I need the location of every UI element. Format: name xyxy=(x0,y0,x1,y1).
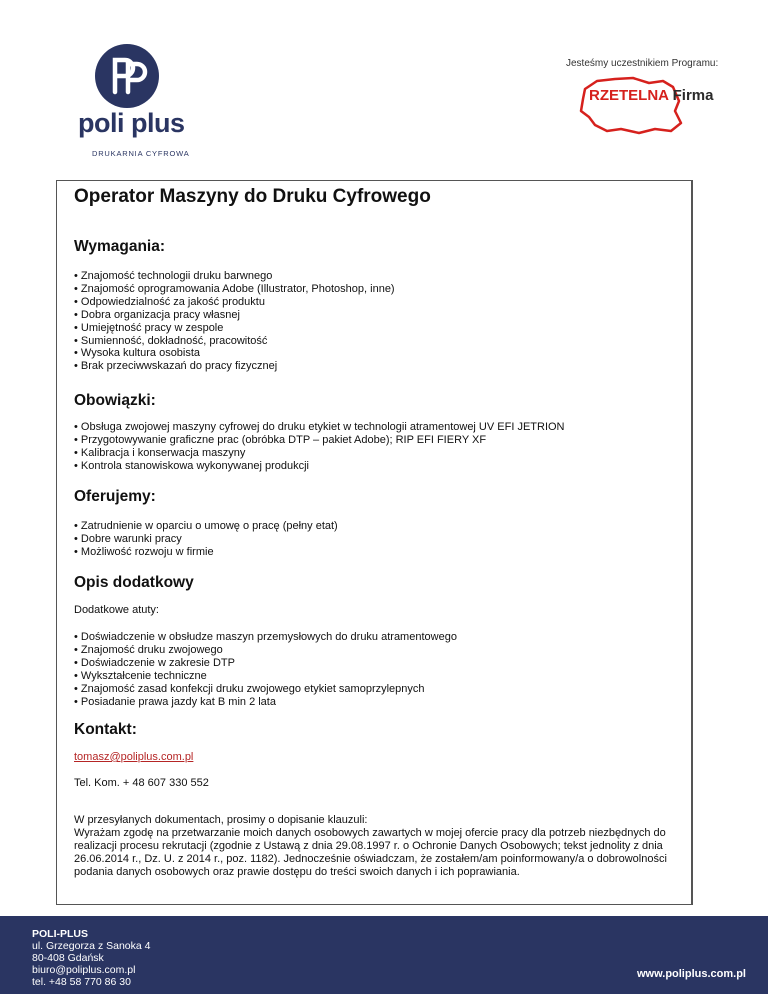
list-item: • Możliwość rozwoju w firmie xyxy=(74,546,338,559)
footer-email[interactable]: biuro@poliplus.com.pl xyxy=(32,964,136,976)
contact-phone: Tel. Kom. + 48 607 330 552 xyxy=(74,777,209,789)
offer-heading: Oferujemy: xyxy=(74,488,156,505)
badge-word-firma: Firma xyxy=(672,87,714,104)
list-item: • Umiejętność pracy w zespole xyxy=(74,322,395,335)
list-item: • Doświadczenie w obsłudze maszyn przemysłowych do druku atramentowego xyxy=(74,631,457,644)
contact-email-link[interactable]: tomasz@poliplus.com.pl xyxy=(74,751,194,763)
requirements-heading: Wymagania: xyxy=(74,238,166,255)
list-item: • Znajomość technologii druku barwnego xyxy=(74,270,395,283)
requirements-list xyxy=(74,270,395,373)
contact-heading: Kontakt: xyxy=(74,721,137,738)
list-item: • Posiadanie prawa jazdy kat B min 2 lata xyxy=(74,696,457,709)
consent-intro: W przesyłanych dokumentach, prosimy o dopisanie klauzuli: xyxy=(74,814,368,826)
footer-city: 80-408 Gdańsk xyxy=(32,952,104,964)
list-item: • Dobre warunki pracy xyxy=(74,533,338,546)
list-item: • Kontrola stanowiskowa wykonywanej produkcji xyxy=(74,460,565,473)
list-item: • Przygotowywanie graficzne prac (obróbka DTP – pakiet Adobe); RIP EFI FIERY XF xyxy=(74,434,565,447)
job-title: Operator Maszyny do Druku Cyfrowego xyxy=(74,186,431,207)
list-item: • Doświadczenie w zakresie DTP xyxy=(74,657,457,670)
extra-intro: Dodatkowe atuty: xyxy=(74,604,159,616)
program-intro: Jesteśmy uczestnikiem Programu: xyxy=(566,58,719,69)
extra-heading: Opis dodatkowy xyxy=(74,574,194,591)
duties-list xyxy=(74,421,565,473)
footer xyxy=(0,916,768,994)
list-item: • Znajomość druku zwojowego xyxy=(74,644,457,657)
job-offer-box xyxy=(56,180,693,905)
poland-map-icon xyxy=(575,75,715,135)
list-item: • Wysoka kultura osobista xyxy=(74,347,395,360)
list-item: • Dobra organizacja pracy własnej xyxy=(74,309,395,322)
logo-tagline: DRUKARNIA CYFROWA xyxy=(92,149,190,158)
footer-company: POLI-PLUS xyxy=(32,928,89,940)
extra-list xyxy=(74,631,457,708)
footer-address xyxy=(32,928,150,988)
list-item: • Sumienność, dokładność, pracowitość xyxy=(74,335,395,348)
poli-plus-logo xyxy=(78,44,190,158)
duties-heading: Obowiązki: xyxy=(74,392,156,409)
badge-label xyxy=(589,87,713,104)
list-item: • Zatrudnienie w oparciu o umowę o pracę (pełny etat) xyxy=(74,520,338,533)
footer-website-link[interactable]: www.poliplus.com.pl xyxy=(637,968,746,980)
logo-pp-icon xyxy=(95,44,159,108)
footer-street: ul. Grzegorza z Sanoka 4 xyxy=(32,940,151,952)
footer-phone: tel. +48 58 770 86 30 xyxy=(32,976,131,988)
list-item: • Brak przeciwwskazań do pracy fizycznej xyxy=(74,360,395,373)
list-item: • Znajomość zasad konfekcji druku zwojowego etykiet samoprzylepnych xyxy=(74,683,457,696)
list-item: • Odpowiedzialność za jakość produktu xyxy=(74,296,395,309)
logo-name: poli plus xyxy=(78,108,185,138)
consent-clause: Wyrażam zgodę na przetwarzanie moich danych osobowych zawartych w mojej ofercie pracy dla potrzeb niezbędnych do realizacji procesu rekrutacji (zgodnie z Ustawą z dnia 29.08.1997 r. o Ochronie Danych Osobowych; tekst jednolity z dnia 26.06.2014 r., Dz. U. z 2014 r., poz. 1182). Jednocześnie oświadczam, że zostałem/am poinformowany/a o dobrowolności podania danych osobowych oraz prawie dostępu do treści swoich danych i ich poprawiania. xyxy=(74,827,667,878)
badge-word-rzetelna: RZETELNA xyxy=(589,87,669,104)
list-item: • Wykształcenie techniczne xyxy=(74,670,457,683)
rzetelna-firma-badge xyxy=(575,75,715,135)
offer-list xyxy=(74,520,338,559)
list-item: • Obsługa zwojowej maszyny cyfrowej do druku etykiet w technologii atramentowej UV EFI JETRION xyxy=(74,421,565,434)
list-item: • Kalibracja i konserwacja maszyny xyxy=(74,447,565,460)
list-item: • Znajomość oprogramowania Adobe (Illustrator, Photoshop, inne) xyxy=(74,283,395,296)
